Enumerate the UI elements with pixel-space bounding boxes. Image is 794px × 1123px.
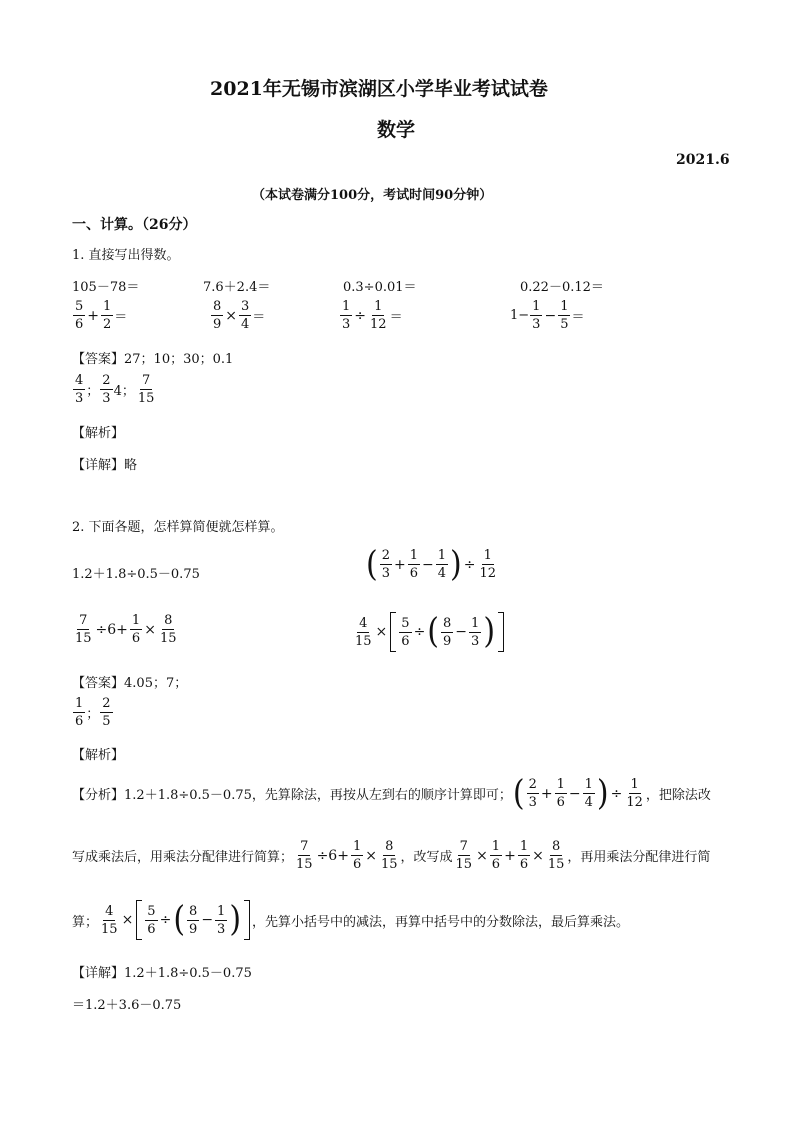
- q2-fenxi-line3: 算； $\frac{4}{15}$ × $\frac{5}{6}$ ÷ ( $\frac{8}{9}$ − $\frac{1}{3}$ ) ，先算小括号中的减法，再算中括号中的分数除法，最后算乘法。: [72, 899, 630, 940]
- q1-answer-fracs: $\frac{4}{3}$ ； $\frac{2}{3}$ 4； $\frac{7}{15}$: [75, 373, 155, 406]
- section1-heading: 一、计算。（26分）: [72, 217, 197, 233]
- exam-date: 2021.6: [676, 152, 730, 168]
- q2-answer-fracs: $\frac{1}{6}$ ； $\frac{2}{5}$: [75, 696, 111, 729]
- exam-note: （本试卷满分100分，考试时间90分钟）: [252, 188, 493, 203]
- q2-expr-2: ( $\frac{2}{3}$ + $\frac{1}{6}$ − $\frac{1}{4}$ ) ÷ $\frac{1}{12}$: [366, 543, 497, 585]
- q1-item-3: 0.3÷0.01＝: [343, 280, 417, 295]
- q1-item-6: $\frac{8}{9}$ × $\frac{3}{4}$ ＝: [213, 299, 266, 332]
- q2-detail: 【详解】1.2＋1.8÷0.5－0.75: [72, 966, 252, 981]
- q2-fenxi-line1: 【分析】 1.2＋1.8÷0.5－0.75，先算除法，再按从左到右的顺序计算即可； ( $\frac{2}{3}$ + $\frac{1}{6}$ − $\frac{1}{4}$ ) ÷ $\frac{1}{12}$ ，把除法改: [72, 772, 711, 814]
- q2-answer: 【答案】4.05；7；: [72, 676, 188, 691]
- q2-fenxi-line2: 写成乘法后，用乘法分配律进行简算； $\frac{7}{15}$ ÷6+ $\frac{1}{6}$ × $\frac{8}{15}$ ，改写成 $\frac{7}{15}$ × $\frac{1}{6}$ + $\frac{1}{6}$ × $\frac{8}{15}$ ，再用乘法分配律进行简: [72, 839, 711, 872]
- exam-title: 2021年无锡市滨湖区小学毕业考试试卷: [210, 78, 548, 100]
- q1-detail: 【详解】略: [72, 458, 138, 473]
- q1-item-7: $\frac{1}{3}$ ÷ $\frac{1}{12}$ ＝: [342, 299, 403, 332]
- q1-item-1: 105－78＝: [72, 280, 140, 295]
- subject-title: 数学: [377, 119, 416, 141]
- q2-analysis-label: 【解析】: [72, 748, 125, 763]
- q2-expr-3: $\frac{7}{15}$ ÷6+ $\frac{1}{6}$ × $\frac{8}{15}$: [75, 613, 177, 646]
- q1-item-4: 0.22－0.12＝: [520, 280, 604, 295]
- q1-item-8: 1− $\frac{1}{3}$ − $\frac{1}{5}$ ＝: [510, 299, 585, 332]
- q2-prompt: 2. 下面各题，怎样算简便就怎样算。: [72, 520, 284, 535]
- q2-detail-line2: ＝1.2＋3.6－0.75: [72, 998, 182, 1013]
- q1-analysis-label: 【解析】: [72, 426, 125, 441]
- q2-expr-4: $\frac{4}{15}$ × $\frac{5}{6}$ ÷ ( $\frac{8}{9}$ − $\frac{1}{3}$ ): [352, 612, 506, 652]
- q1-item-5: $\frac{5}{6}$ + $\frac{1}{2}$ ＝: [75, 299, 128, 332]
- q1-prompt: 1. 直接写出得数。: [72, 248, 180, 263]
- q1-answer: 【答案】27；10；30；0.1: [72, 352, 234, 367]
- q1-item-2: 7.6＋2.4＝: [203, 280, 271, 295]
- q2-expr-1: 1.2＋1.8÷0.5－0.75: [72, 567, 200, 582]
